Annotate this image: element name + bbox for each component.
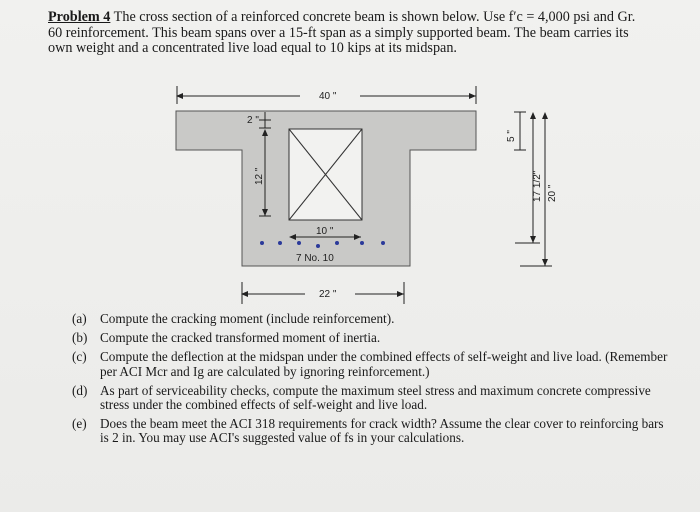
question-a: [72, 312, 672, 326]
question-list: [72, 312, 672, 451]
question-text: Compute the cracking moment (include reinforcement).: [100, 311, 395, 326]
dim-web-depth-label: 12 ": [254, 167, 265, 185]
question-text: Does the beam meet the ACI 318 requirements for crack width? Assume the clear cover to reinforcing bars is 2 in. You may use ACI's suggested value of fs in your calculations.: [100, 416, 664, 446]
dim-bottom-label: 22 ": [319, 289, 337, 300]
question-label: (b): [72, 330, 88, 346]
dim-d-label: 17 1/2": [532, 170, 543, 202]
question-text: As part of serviceability checks, compute the maximum steel stress and maximum concrete compressive stress under the combined effects of self-weight and live load.: [100, 382, 651, 413]
statement-line-1: The cross section of a reinforced concrete beam is shown below. Use f′c = 4,000 psi and Gr.: [110, 9, 636, 25]
statement-line-2: 60 reinforcement. This beam spans over a 15-ft span as a simply supported beam. The beam carries its: [48, 24, 629, 41]
dim-web-label: 10 ": [316, 226, 334, 237]
dim-flange-label: 5 ": [506, 130, 517, 142]
dim-top-label: 2 ": [247, 115, 259, 126]
question-d: [72, 384, 672, 412]
rebar-label: 7 No. 10: [296, 253, 334, 264]
question-e: [72, 417, 672, 445]
question-label: (e): [72, 416, 87, 432]
question-text: Compute the cracked transformed moment of inertia.: [100, 330, 381, 346]
question-c: [72, 350, 672, 378]
void-box: [289, 129, 362, 220]
question-b: [72, 331, 672, 345]
question-label: (c): [72, 349, 87, 365]
problem-heading: Problem 4: [48, 9, 111, 25]
question-label: (d): [72, 382, 88, 398]
question-text: Compute the deflection at the midspan under the combined effects of self-weight and live load. (Remember per ACI Mcr and Ig are calculated by ignoring reinforcement.): [100, 349, 668, 379]
dim-width-label: 40 ": [319, 91, 337, 102]
dim-h-label: 20 ": [547, 184, 558, 202]
question-label: (a): [72, 311, 87, 326]
statement-line-3: own weight and a concentrated live load equal to 10 kips at its midspan.: [48, 40, 457, 56]
